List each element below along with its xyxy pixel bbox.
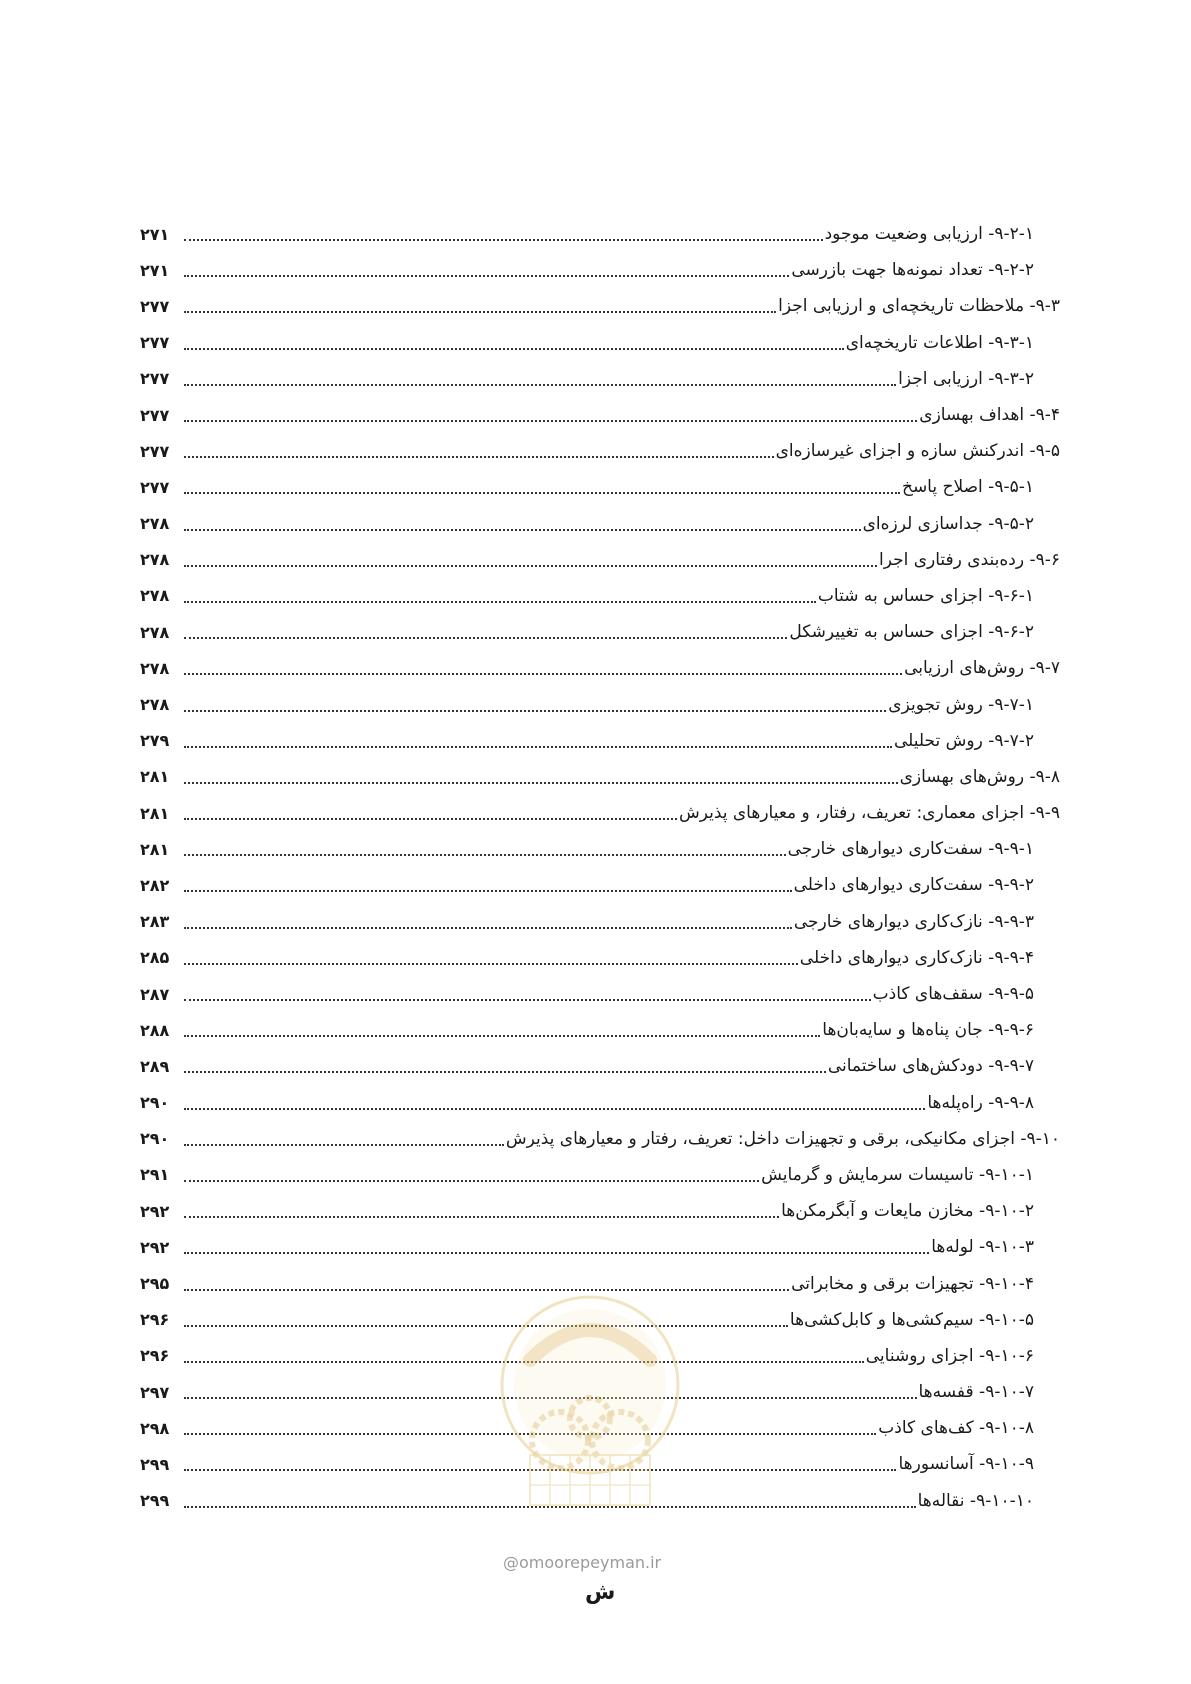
dot-leader (184, 1216, 779, 1218)
dot-leader (184, 1071, 826, 1073)
dot-leader (184, 1289, 789, 1291)
toc-entry-title: ۹-۹-۵- سقف‌های کاذب (872, 984, 1034, 1005)
dot-leader (184, 854, 786, 856)
toc-entry[interactable] (140, 542, 1060, 578)
dot-leader (184, 384, 896, 386)
toc-entry-page: ۲۸۱ (140, 839, 170, 859)
toc-entry[interactable] (140, 940, 1060, 976)
dot-leader (184, 1108, 925, 1110)
toc-entry-page: ۲۹۱ (140, 1165, 170, 1185)
toc-entry-title: ۹-۹-۴- نازک‌کاری دیوارهای داخلی (799, 947, 1034, 968)
toc-entry-title: ۹-۱۰-۳- لوله‌ها (931, 1237, 1034, 1258)
toc-entry-title: ۹-۱۰-۱- تاسیسات سرمایش و گرمایش (761, 1164, 1034, 1185)
toc-entry-page: ۲۹۰ (140, 1093, 170, 1113)
toc-entry-title: ۹-۲-۲- تعداد نمونه‌ها جهت بازرسی (791, 260, 1034, 281)
toc-entry[interactable] (140, 904, 1060, 940)
dot-leader (184, 673, 902, 675)
toc-entry[interactable] (140, 469, 1060, 505)
dot-leader (184, 746, 892, 748)
dot-leader (184, 1252, 929, 1254)
dot-leader (184, 311, 776, 313)
toc-entry[interactable] (140, 831, 1060, 867)
toc-entry-title: ۹-۶-۱- اجزای حساس به شتاب (817, 585, 1034, 606)
toc-entry-page: ۲۷۷ (140, 296, 170, 316)
toc-entry-page: ۲۹۲ (140, 1201, 170, 1221)
toc-entry-page: ۲۹۹ (140, 1491, 170, 1511)
toc-entry[interactable] (140, 433, 1060, 469)
toc-entry-title: ۹-۱۰-۸- کف‌های کاذب (878, 1418, 1034, 1439)
toc-entry-title: ۹-۱۰-۱۰- نقاله‌ها (917, 1490, 1034, 1511)
toc-entry[interactable] (140, 759, 1060, 795)
toc-entry-page: ۲۹۹ (140, 1454, 170, 1474)
toc-entry-page: ۲۷۷ (140, 405, 170, 425)
toc-entry-title: ۹-۵-۱- اصلاح پاسخ (901, 477, 1034, 498)
dot-leader (184, 565, 877, 567)
toc-entry-page: ۲۹۵ (140, 1274, 170, 1294)
dot-leader (184, 782, 898, 784)
toc-entry-title: ۹-۵-۲- جداسازی لرزه‌ای (862, 513, 1034, 534)
toc-entry-title: ۹-۹-۷- دودکش‌های ساختمانی (827, 1056, 1034, 1077)
toc-entry-page: ۲۷۷ (140, 477, 170, 497)
toc-entry-title: ۹-۱۰-۴- تجهیزات برقی و مخابراتی (791, 1273, 1034, 1294)
dot-leader (184, 710, 886, 712)
toc-entry[interactable] (140, 252, 1060, 288)
toc-entry-title: ۹-۹- اجزای معماری: تعریف، رفتار، و معیارهای پذیرش (678, 803, 1060, 824)
toc-entry-title: ۹-۷- روش‌های ارزیابی (904, 658, 1060, 679)
dot-leader (184, 420, 917, 422)
toc-entry-title: ۹-۱۰- اجزای مکانیکی، برقی و تجهیزات داخل: تعریف، رفتار و معیارهای پذیرش (505, 1128, 1060, 1149)
toc-entry[interactable] (140, 1012, 1060, 1048)
dot-leader (184, 601, 816, 603)
toc-entry-title: ۹-۱۰-۹- آسانسورها (898, 1454, 1034, 1475)
toc-entry-page: ۲۷۹ (140, 731, 170, 751)
toc-entry[interactable] (140, 325, 1060, 361)
toc-entry-title: ۹-۹-۶- جان پناه‌ها و سایه‌بان‌ها (822, 1020, 1034, 1041)
toc-entry-title: ۹-۱۰-۲- مخازن مایعات و آبگرمکن‌ها (781, 1201, 1034, 1222)
toc-entry-page: ۲۷۷ (140, 369, 170, 389)
toc-entry-title: ۹-۱۰-۵- سیم‌کشی‌ها و کابل‌کشی‌ها (789, 1309, 1034, 1330)
toc-entry-title: ۹-۶-۲- اجزای حساس به تغییرشکل (789, 622, 1034, 643)
toc-entry[interactable] (140, 686, 1060, 722)
toc-entry[interactable] (140, 216, 1060, 252)
toc-entry[interactable] (140, 723, 1060, 759)
toc-entry-title: ۹-۳-۱- اطلاعات تاریخچه‌ای (845, 332, 1034, 353)
toc-entry[interactable] (140, 614, 1060, 650)
toc-entry-page: ۲۸۸ (140, 1020, 170, 1040)
toc-entry-page: ۲۸۵ (140, 948, 170, 968)
toc-entry-title: ۹-۶- رده‌بندی رفتاری اجرا (878, 549, 1060, 570)
toc-entry-page: ۲۷۸ (140, 622, 170, 642)
toc-entry[interactable] (140, 506, 1060, 542)
toc-entry-page: ۲۷۸ (140, 586, 170, 606)
toc-entry[interactable] (140, 795, 1060, 831)
toc-entry-page: ۲۸۹ (140, 1056, 170, 1076)
toc-entry-page: ۲۷۸ (140, 514, 170, 534)
toc-entry[interactable] (140, 288, 1060, 324)
dot-leader (184, 999, 871, 1001)
toc-entry-page: ۲۹۸ (140, 1418, 170, 1438)
dot-leader (184, 1035, 820, 1037)
toc-entry-title: ۹-۵- اندرکنش سازه و اجزای غیرسازه‌ای (775, 441, 1060, 462)
toc-entry-title: ۹-۹-۱- سفت‌کاری دیوارهای خارجی (787, 839, 1034, 860)
toc-entry-page: ۲۹۲ (140, 1237, 170, 1257)
toc-entry-title: ۹-۱۰-۷- قفسه‌ها (918, 1382, 1034, 1403)
toc-entry-title: ۹-۲-۱- ارزیابی وضعیت موجود (824, 224, 1034, 245)
toc-entry[interactable] (140, 1048, 1060, 1084)
toc-entry-page: ۲۹۶ (140, 1310, 170, 1330)
toc-entry-page: ۲۹۰ (140, 1129, 170, 1149)
toc-entry-page: ۲۷۸ (140, 550, 170, 570)
page-number: ش (585, 1580, 616, 1605)
toc-entry[interactable] (140, 650, 1060, 686)
toc-entry-title: ۹-۳- ملاحظات تاریخچه‌ای و ارزیابی اجزا (778, 296, 1060, 317)
toc-entry-page: ۲۸۳ (140, 912, 170, 932)
toc-entry-title: ۹-۷-۱- روش تجویزی (888, 694, 1034, 715)
dot-leader (184, 492, 900, 494)
toc-entry[interactable] (140, 1229, 1060, 1265)
toc-entry-page: ۲۷۷ (140, 441, 170, 461)
toc-entry-title: ۹-۴- اهداف بهسازی (919, 405, 1060, 426)
toc-entry[interactable] (140, 1121, 1060, 1157)
toc-entry-title: ۹-۱۰-۶- اجزای روشنایی (865, 1345, 1034, 1366)
toc-entry-title: ۹-۹-۸- راه‌پله‌ها (927, 1092, 1034, 1113)
dot-leader (184, 637, 787, 639)
toc-entry-page: ۲۸۲ (140, 875, 170, 895)
toc-entry[interactable] (140, 1157, 1060, 1193)
toc-entry-title: ۹-۷-۲- روش تحلیلی (893, 730, 1034, 751)
dot-leader (184, 275, 789, 277)
toc-entry[interactable] (140, 361, 1060, 397)
toc-entry-page: ۲۷۱ (140, 224, 170, 244)
dot-leader (184, 456, 774, 458)
dot-leader (184, 818, 677, 820)
toc-entry-title: ۹-۸- روش‌های بهسازی (899, 766, 1060, 787)
dot-leader (184, 963, 798, 965)
dot-leader (184, 1325, 788, 1327)
dot-leader (184, 890, 792, 892)
watermark-logo (490, 1290, 690, 1540)
toc-entry-title: ۹-۹-۳- نازک‌کاری دیوارهای خارجی (793, 911, 1034, 932)
dot-leader (184, 348, 844, 350)
toc-entry-page: ۲۷۸ (140, 695, 170, 715)
toc-entry-title: ۹-۳-۲- ارزیابی اجزا (898, 368, 1034, 389)
toc-entry-page: ۲۷۸ (140, 658, 170, 678)
toc-entry-page: ۲۹۶ (140, 1346, 170, 1366)
toc-entry-page: ۲۹۷ (140, 1382, 170, 1402)
toc-entry[interactable] (140, 397, 1060, 433)
dot-leader (184, 1180, 759, 1182)
toc-entry[interactable] (140, 976, 1060, 1012)
toc-entry-page: ۲۷۷ (140, 333, 170, 353)
toc-entry-page: ۲۸۱ (140, 767, 170, 787)
toc-entry[interactable] (140, 867, 1060, 903)
toc-entry[interactable] (140, 1193, 1060, 1229)
toc-entry-page: ۲۷۱ (140, 260, 170, 280)
dot-leader (184, 1144, 504, 1146)
dot-leader (184, 239, 823, 241)
toc-entry-page: ۲۸۷ (140, 984, 170, 1004)
watermark-site: @omoorepeyman.ir (503, 1553, 662, 1572)
dot-leader (184, 529, 861, 531)
toc-entry-page: ۲۸۱ (140, 803, 170, 823)
toc-entry-title: ۹-۹-۲- سفت‌کاری دیوارهای داخلی (793, 875, 1034, 896)
toc-entry[interactable] (140, 1085, 1060, 1121)
toc-entry[interactable] (140, 578, 1060, 614)
dot-leader (184, 927, 792, 929)
